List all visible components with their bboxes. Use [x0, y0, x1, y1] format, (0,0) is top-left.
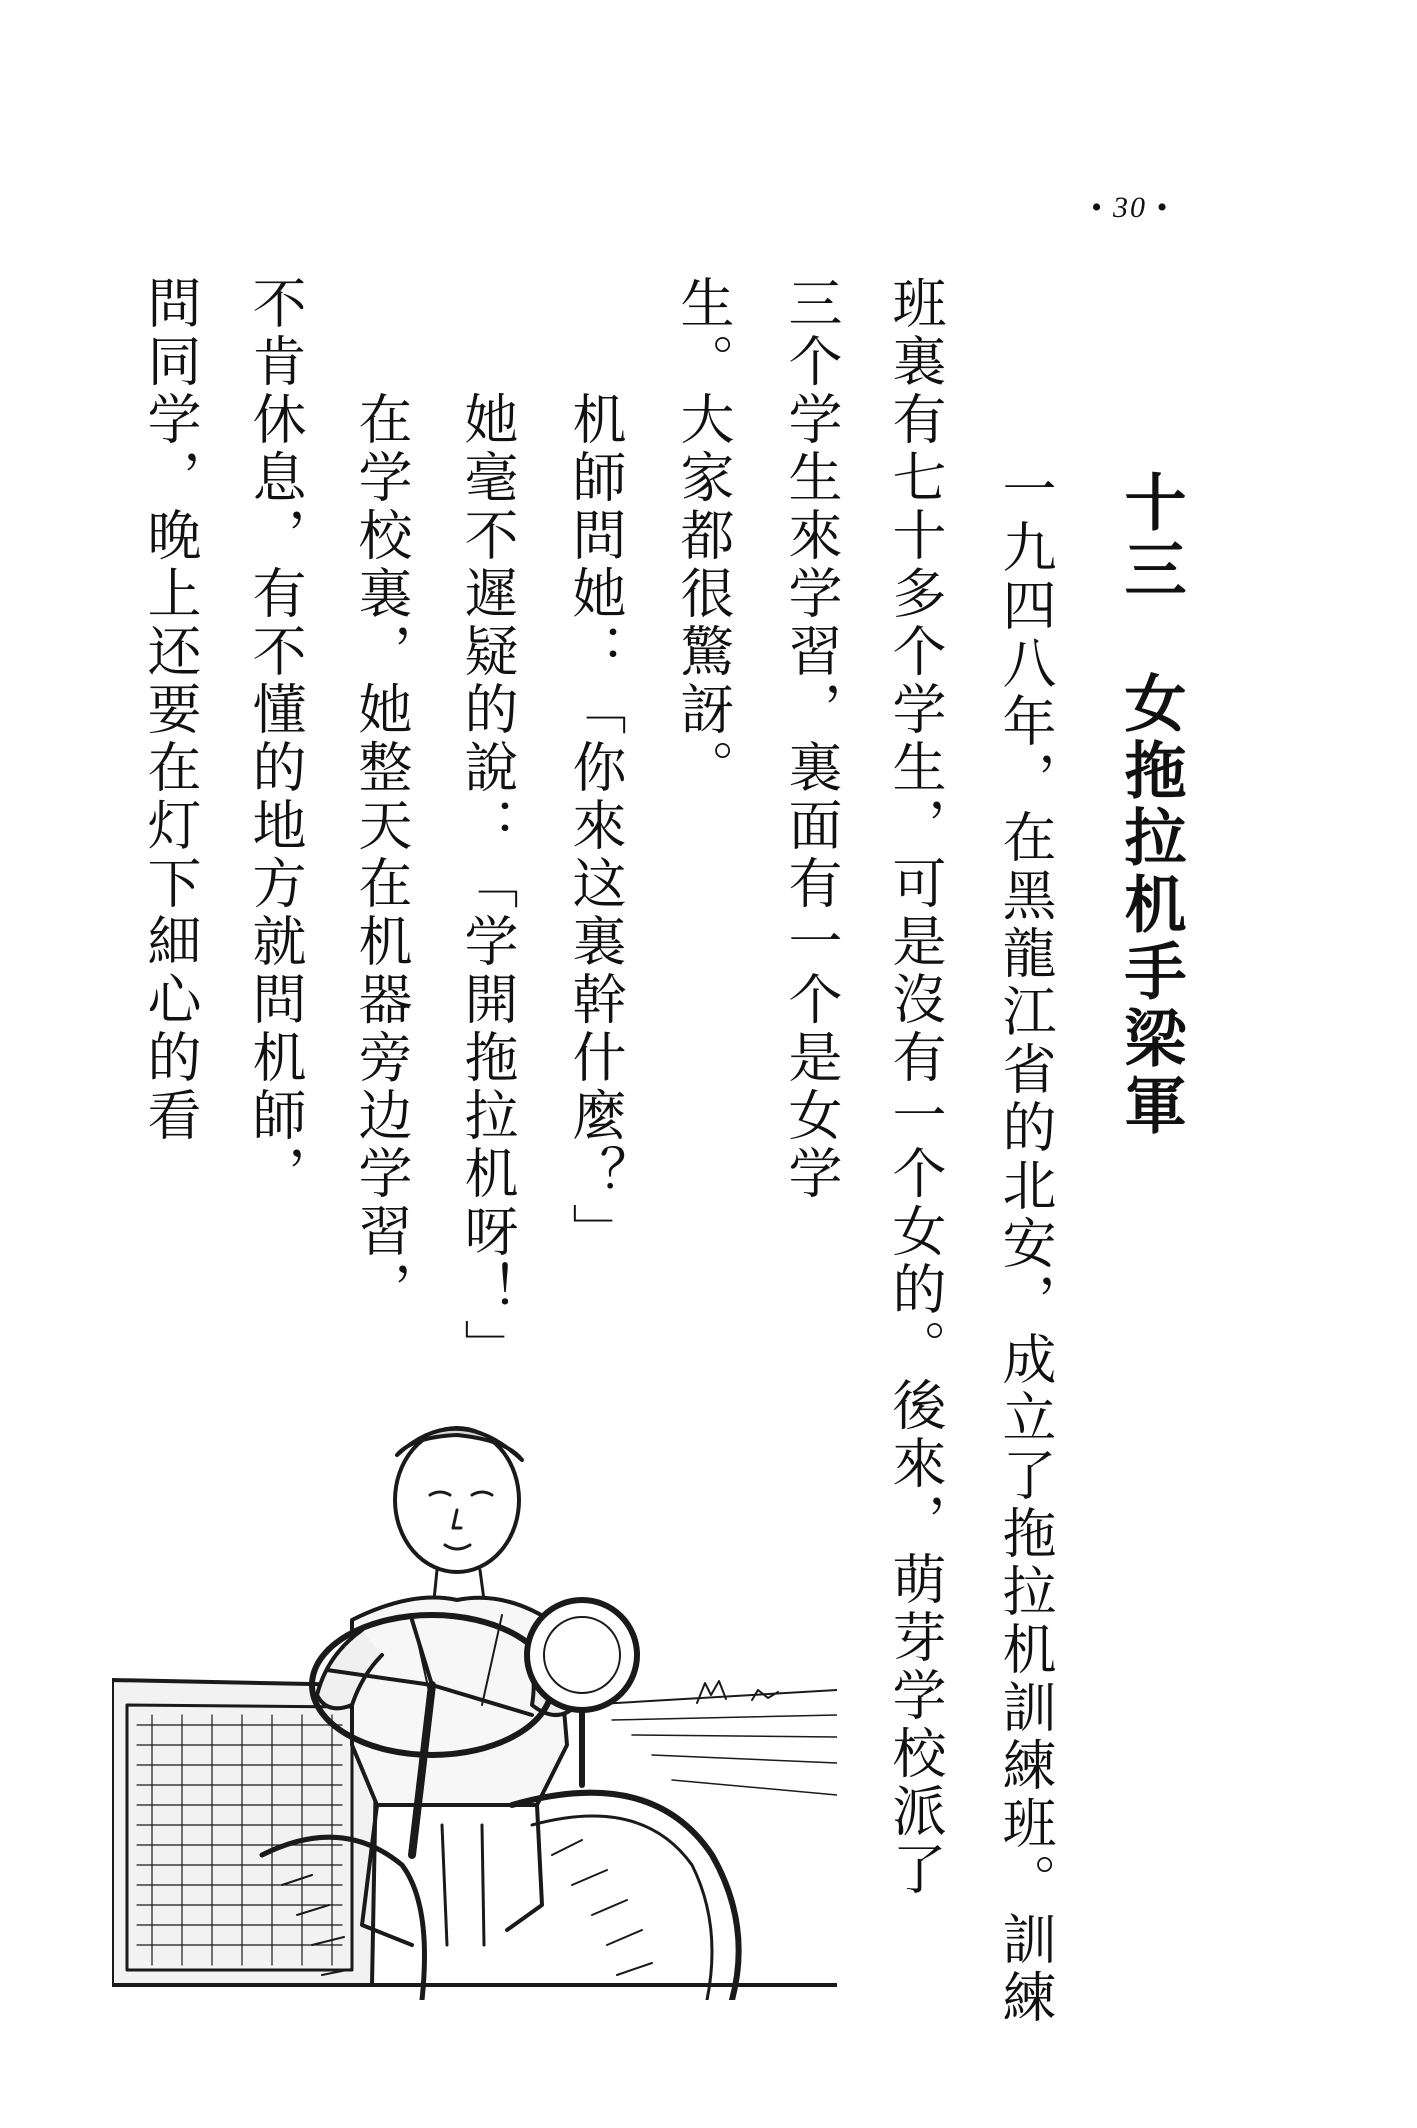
text-column-7: 在学校裏，她整天在机器旁边学習， [350, 275, 413, 1319]
text-column-5: 机師問她：「你來这裏幹什麼？」 [564, 275, 627, 1261]
text-column-4: 生。大家都很驚訝。 [672, 275, 735, 797]
text-column-3: 三个学生來学習，裏面有一个是女学 [780, 275, 843, 1203]
woman-driving-tractor-illustration [112, 1385, 837, 2000]
chapter-title: 十三 女拖拉机手梁軍 [1114, 470, 1187, 1140]
text-column-9: 問同学，晚上还要在灯下細心的看 [139, 275, 202, 1145]
text-column-2: 班裏有七十多个学生，可是沒有一个女的。後來，萌芽学校派了 [884, 275, 947, 1899]
page-number: • 30 • [1090, 191, 1169, 224]
text-column-8: 不肯休息，有不懂的地方就問机師， [244, 275, 307, 1203]
text-column-1: 一九四八年，在黑龍江省的北安，成立了拖拉机訓練班。訓練 [994, 345, 1057, 2027]
text-column-6: 她毫不遲疑的說：「学開拖拉机呀！」 [456, 275, 519, 1377]
